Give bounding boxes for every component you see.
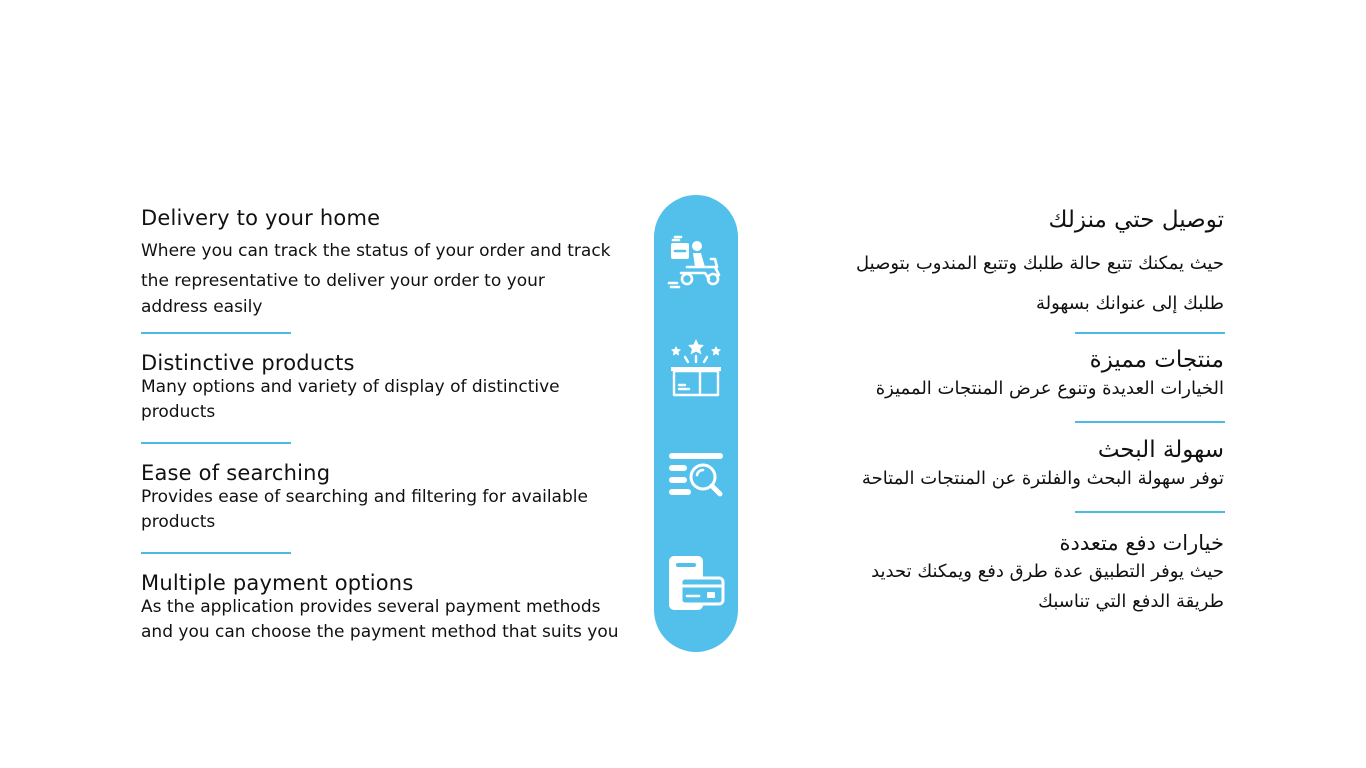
divider [1075,421,1225,423]
feature-en-payment [141,571,641,645]
feature-ar-delivery [754,206,1224,324]
feature-description-line: the representative to deliver your order to your [141,271,545,291]
feature-en-delivery [141,206,641,318]
feature-ar-payment [754,529,1224,617]
feature-description [754,464,1224,494]
feature-ar-search [754,436,1224,494]
divider [141,552,291,554]
feature-description-line: حيث يمكنك تتبع حالة طلبك وتتبع المندوب بتوصيل [856,253,1224,274]
feature-description-line: As the application provides several payment methods [141,597,601,617]
divider [141,332,291,334]
feature-description [754,244,1224,324]
feature-ar-products [754,346,1224,404]
feature-title: Ease of searching [141,461,331,485]
feature-description-line: Many options and variety of display of distinctive [141,377,560,397]
feature-description [754,374,1224,404]
feature-icons-pill [654,195,738,652]
feature-title: سهولة البحث [1097,437,1224,463]
divider [1075,511,1225,513]
feature-en-search [141,461,641,535]
feature-title: Distinctive products [141,351,355,375]
feature-description-line: حيث يوفر التطبيق عدة طرق دفع ويمكنك تحديد [871,561,1224,582]
feature-description-line: طلبك إلى عنوانك بسهولة [1036,293,1224,314]
feature-description [754,557,1224,617]
delivery-scooter-icon [667,233,725,293]
feature-title: خيارات دفع متعددة [1059,531,1224,555]
divider [1075,332,1225,334]
feature-description-line: Where you can track the status of your order and track [141,241,611,261]
feature-title: توصيل حتي منزلك [1048,207,1224,233]
payment-card-phone-icon [667,554,725,614]
feature-description-line: الخيارات العديدة وتنوع عرض المنتجات المميزة [875,378,1224,399]
feature-description [141,595,641,645]
feature-title: Delivery to your home [141,206,381,230]
feature-description-line: products [141,512,216,532]
feature-description-line: products [141,402,216,422]
search-list-icon [667,445,725,505]
feature-title: منتجات مميزة [1089,347,1224,373]
feature-description-line: and you can choose the payment method that suits you [141,622,619,642]
product-box-stars-icon [667,337,725,397]
feature-description-line: طريقة الدفع التي تناسبك [1038,591,1224,612]
feature-description [141,375,641,425]
feature-title: Multiple payment options [141,571,414,595]
feature-en-products [141,351,641,425]
feature-description-line: Provides ease of searching and filtering for available [141,487,588,507]
feature-description-line: توفر سهولة البحث والفلترة عن المنتجات المتاحة [861,468,1224,489]
feature-description [141,236,641,318]
feature-description-line: address easily [141,297,263,317]
divider [141,442,291,444]
feature-description [141,485,641,535]
